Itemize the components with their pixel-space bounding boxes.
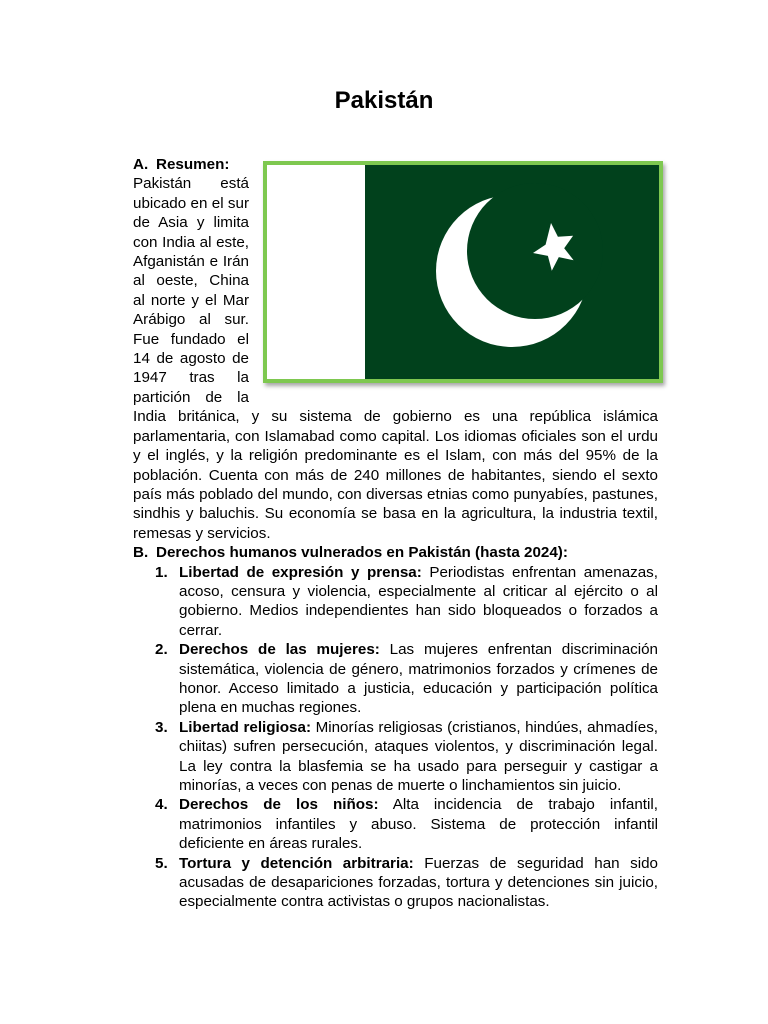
list-item xyxy=(155,718,659,796)
list-item-number: 5. xyxy=(155,854,168,872)
list-item xyxy=(155,563,658,641)
list-item-text: Periodistas enfrentan amenazas, acoso, censura y violencia, especialmente al criticar al ejército o al gobierno. Medios independientes han sido bloqueados o forzados a cerrar. xyxy=(179,563,658,639)
list-item-term: Derechos de los niños: xyxy=(179,796,379,814)
list-item-text: Alta incidencia de trabajo infantil, matrimonios infantiles y abuso. Sistema de protección infantil deficiente en áreas rurales. xyxy=(179,796,658,853)
section-b-heading xyxy=(133,543,658,562)
rights-list xyxy=(133,563,658,912)
list-item-term: Tortura y detención arbitraria: xyxy=(179,854,414,872)
section-a-title: Resumen: xyxy=(156,156,230,173)
section-b-letter: B. xyxy=(133,544,149,562)
list-item-number: 1. xyxy=(155,563,168,581)
section-b-title: Derechos humanos vulnerados en Pakistán (hasta 2024): xyxy=(156,544,568,562)
section-a-letter: A. xyxy=(133,156,149,173)
list-item xyxy=(155,854,658,912)
pakistan-flag-image xyxy=(263,161,663,383)
list-item-term: Libertad religiosa: xyxy=(179,718,312,736)
list-item-number: 2. xyxy=(155,641,168,659)
document-body xyxy=(133,155,658,912)
list-item-term: Libertad de expresión y prensa: xyxy=(179,563,422,581)
list-item xyxy=(155,640,658,718)
list-item-number: 4. xyxy=(155,796,168,814)
page-title: Pakistán xyxy=(334,87,434,114)
list-item-text: Minorías religiosas (cristianos, hindúes, ahmadíes, chiitas) sufren persecución, ataques violentos, y discriminación legal. La ley contra la blasfemia se ha usado para perseguir y castigar a minorías, a veces con penas de muerte o linchamientos sin juicio. xyxy=(179,718,659,794)
list-item-number: 3. xyxy=(155,718,168,736)
list-item xyxy=(155,795,658,853)
section-a-paragraph: Pakistán está ubicado en el sur de Asia y limita con India al este, Afganistán e Irán al oeste, China al norte y el Mar Arábigo al sur. Fue fundado el 14 de agosto de 1947 tras la partición de la India británica, y su sistema de gobierno es una república islámica parlamentaria, con Islamabad como capital. Los idiomas oficiales son el urdu y el inglés, y la religión predominante es el Islam, con más del 95% de la población. Cuenta con más de 240 millones de habitantes, siendo el sexto país más poblado del mundo, con diversas etnias como punyabíes, pastunes, sindhis y baluchis. Su economía se basa en la agricultura, la industria textil, remesas y servicios. xyxy=(133,175,658,542)
list-item-text: Fuerzas de seguridad han sido acusadas de desapariciones forzadas, tortura y detenciones sin juicio, especialmente contra activistas o grupos nacionalistas. xyxy=(179,854,658,911)
pakistan-flag-icon xyxy=(267,165,659,379)
list-item-text: Las mujeres enfrentan discriminación sistemática, violencia de género, matrimonios forzados y crímenes de honor. Acceso limitado a justicia, educación y participación política plena en muchas regiones. xyxy=(179,641,658,717)
list-item-term: Derechos de las mujeres: xyxy=(179,641,380,659)
